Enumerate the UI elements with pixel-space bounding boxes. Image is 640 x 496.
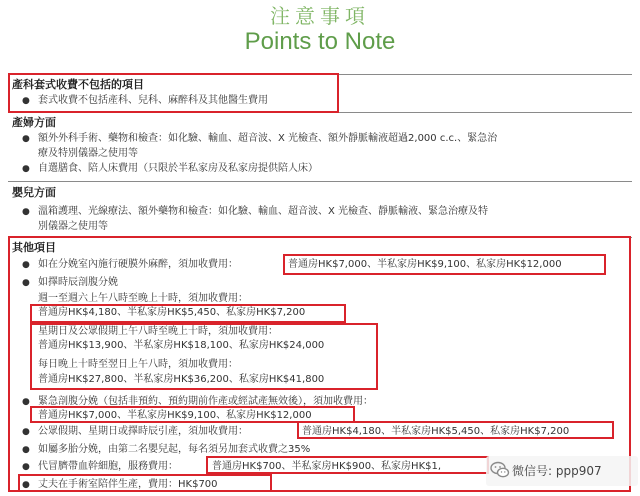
elective-cs-holiday-label: 星期日及公眾假期上午八時至晚上十時，須加收費用： [38, 326, 278, 337]
epidural-fee: 普通房HK$7,000、半私家房HK$9,100、私家房HK$12,000 [288, 259, 562, 270]
elective-cs-weekday-fee: 普通房HK$4,180、半私家房HK$5,450、私家房HK$7,200 [38, 307, 306, 318]
elective-cs-night-label: 每日晚上十時至翌日上午八時，須加收費用： [38, 359, 238, 370]
watermark [486, 456, 638, 486]
section-heading-package-excludes: 產科套式收費不包括的項目 [12, 78, 144, 91]
highlight-box-induction-fee [297, 421, 614, 439]
husband-accompany-text: 丈夫在手術室陪伴生產，費用：HK$700 [38, 479, 218, 490]
cord-blood-fee: 普通房HK$700、半私家房HK$900、私家房HK$1, [212, 461, 442, 472]
bullet-icon: ● [22, 134, 30, 144]
elective-cs-weekday-label: 週一至週六上午八時至晚上十時，須加收費用： [38, 293, 248, 304]
epidural-text: 如在分娩室內施行硬膜外麻醉，須加收費用： [38, 259, 238, 270]
cord-blood-text: 代冒臍帶血幹細胞，服務費用： [38, 461, 178, 472]
highlight-box-husband [18, 474, 272, 492]
bullet-icon: ● [22, 260, 30, 270]
bullet-icon: ● [22, 164, 30, 174]
emergency-cs-text: 緊急剖腹分娩（包括非預約、預約期前作產或經試產無效後），須加收費用： [38, 396, 373, 407]
highlight-box-weekday-fee [30, 304, 346, 323]
section-heading-maternal: 產婦方面 [12, 116, 56, 129]
highlight-box-package-excludes [8, 73, 339, 113]
bullet-icon: ● [22, 427, 30, 437]
list-item-continuation: 療及特別儀器之使用等 [38, 148, 138, 159]
bullet-icon: ● [22, 397, 30, 407]
watermark-text: 微信号: ppp907 [512, 464, 602, 478]
bullet-icon: ● [22, 207, 30, 217]
emergency-cs-fee: 普通房HK$7,000、半私家房HK$9,100、私家房HK$12,000 [38, 410, 312, 421]
list-item: 溫箱護理、光線療法、額外藥物和檢查：如化驗、輸血、超音波、X 光檢查、靜脈輸液、緊急治療及特 [38, 206, 489, 217]
elective-cs-title: 如擇時辰剖腹分娩 [38, 277, 118, 288]
list-item: 額外外科手術、藥物和檢查：如化驗、輸血、超音波、X 光檢查、額外靜脈輸液超過2,000 c.c.、緊急治 [38, 133, 498, 144]
wechat-icon [490, 460, 510, 484]
section-heading-others: 其他項目 [12, 241, 56, 254]
list-item: 套式收費不包括產科、兒科、麻醉科及其他醫生費用 [38, 95, 268, 106]
bullet-icon: ● [22, 480, 30, 490]
highlight-box-cord-blood-fee [206, 456, 489, 474]
highlight-box-epidural-fee [283, 254, 606, 275]
holiday-induction-fee: 普通房HK$4,180、半私家房HK$5,450、私家房HK$7,200 [302, 426, 570, 437]
elective-cs-night-fee: 普通房HK$27,800、半私家房HK$36,200、私家房HK$41,800 [38, 374, 325, 385]
section-heading-baby: 嬰兒方面 [12, 186, 56, 199]
page-title-english: Points to Note [244, 28, 396, 55]
bullet-icon: ● [22, 278, 30, 288]
bullet-icon: ● [22, 445, 30, 455]
elective-cs-holiday-fee: 普通房HK$13,900、半私家房HK$18,100、私家房HK$24,000 [38, 340, 325, 351]
highlight-box-holiday-night [30, 323, 378, 390]
bullet-icon: ● [22, 96, 30, 106]
holiday-induction-text: 公眾假期、星期日或擇時辰引產，須加收費用： [38, 426, 248, 437]
page-title-chinese: 注意事項 [270, 4, 370, 28]
divider [8, 181, 632, 182]
multiple-birth-text: 如屬多胎分娩，由第二名嬰兒起，每名須另加套式收費之35% [38, 444, 311, 455]
list-item-continuation: 別儀器之使用等 [38, 221, 108, 232]
list-item: 自選膳食、陪人床費用（只限於半私家房及私家房提供陪人床） [38, 163, 318, 174]
bullet-icon: ● [22, 462, 30, 472]
